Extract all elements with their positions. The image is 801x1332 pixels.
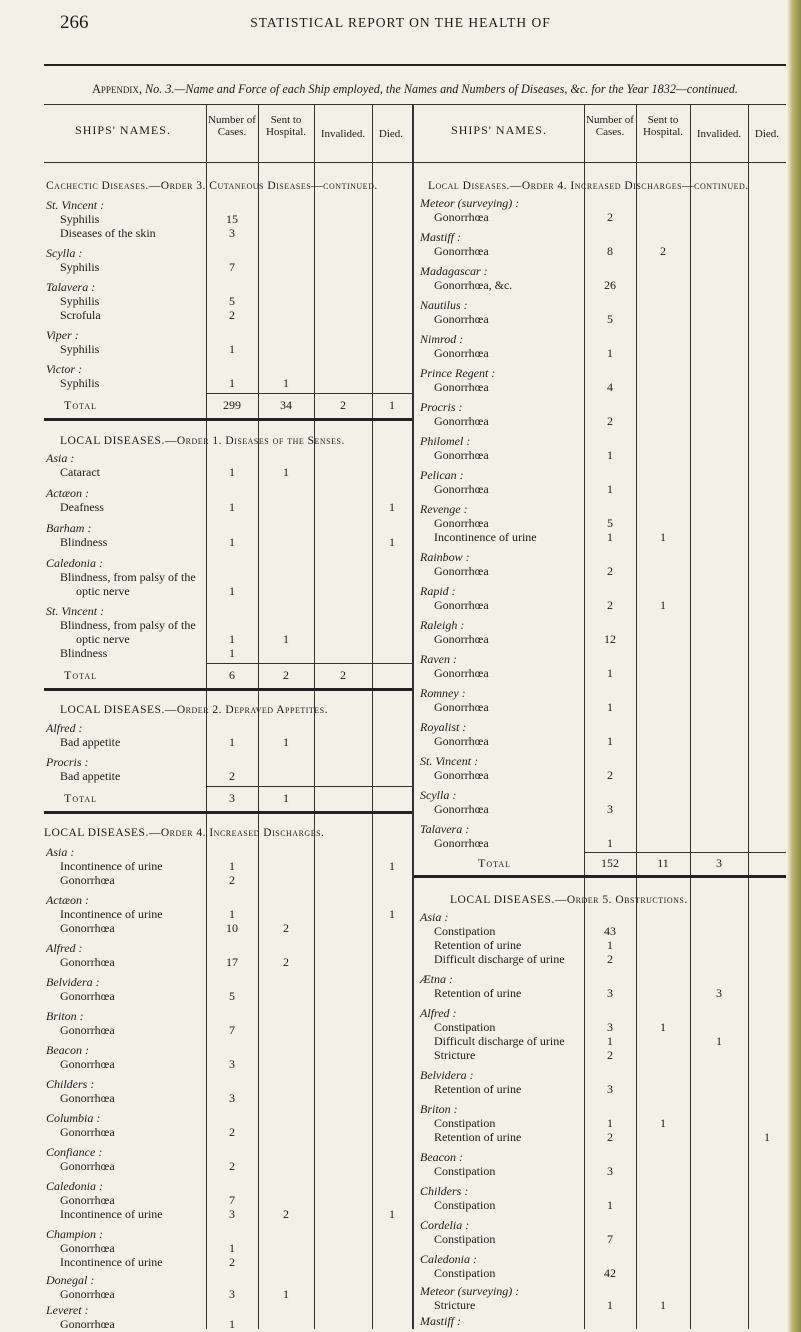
hospital-value: 1	[660, 530, 666, 544]
disease-label: Deafness	[60, 500, 104, 514]
cases-value: 3	[607, 986, 613, 1000]
died-value: 1	[389, 1207, 395, 1221]
section-end-rule	[44, 811, 412, 814]
cases-value: 2	[607, 952, 613, 966]
cases-value: 1	[607, 666, 613, 680]
disease-label: Incontinence of urine	[434, 530, 537, 544]
total-label: Total	[64, 398, 98, 412]
cases-value: 1	[607, 482, 613, 496]
disease-label: Gonorrhœa	[60, 1057, 115, 1071]
disease-label: Gonorrhœa	[434, 516, 489, 530]
hospital-value: 1	[283, 632, 289, 646]
total-invalided: 3	[716, 856, 722, 870]
ship-name: Romney :	[420, 686, 466, 700]
disease-label: Gonorrhœa	[434, 380, 489, 394]
center-divider	[412, 104, 414, 1329]
ship-name: Barham :	[46, 521, 92, 535]
cases-value: 1	[607, 530, 613, 544]
ship-name: Philomel :	[420, 434, 471, 448]
invalided-value: 3	[716, 986, 722, 1000]
disease-label: Syphilis	[60, 212, 100, 226]
ship-name: St. Vincent :	[46, 198, 105, 212]
disease-label: Gonorrhœa	[60, 1023, 115, 1037]
disease-label: Gonorrhœa	[60, 989, 115, 1003]
cases-value: 1	[229, 1241, 235, 1255]
cases-value: 2	[607, 1048, 613, 1062]
cases-value: 1	[229, 735, 235, 749]
disease-label: Gonorrhœa	[434, 210, 489, 224]
ship-name: Revenge :	[420, 502, 468, 516]
cases-value: 12	[604, 632, 616, 646]
disease-label: Gonorrhœa	[434, 598, 489, 612]
cases-value: 26	[604, 278, 616, 292]
disease-label: optic nerve	[76, 584, 130, 598]
cases-value: 1	[229, 584, 235, 598]
disease-label: Incontinence of urine	[60, 1255, 163, 1269]
ship-name: Alfred :	[420, 1006, 457, 1020]
section-heading: LOCAL DISEASES.—Order 5. Obstructions.	[450, 894, 688, 906]
cases-value: 3	[229, 226, 235, 240]
cases-value: 2	[229, 769, 235, 783]
disease-label: Blindness	[60, 535, 108, 549]
ship-name: Briton :	[46, 1009, 84, 1023]
header-rule	[44, 64, 786, 66]
ship-name: Ætna :	[420, 972, 453, 986]
cases-value: 2	[607, 210, 613, 224]
cases-value: 1	[607, 700, 613, 714]
ship-name: Belvidera :	[46, 975, 100, 989]
cases-value: 17	[226, 955, 238, 969]
ship-name: Actæon :	[46, 486, 89, 500]
total-label: Total	[64, 791, 98, 805]
total-hospital: 34	[280, 398, 292, 412]
ship-name: Victor :	[46, 362, 83, 376]
ship-name: Scylla :	[46, 246, 83, 260]
hospital-value: 2	[283, 955, 289, 969]
ship-name: Prince Regent :	[420, 366, 496, 380]
cases-value: 1	[229, 465, 235, 479]
disease-label: Gonorrhœa	[60, 921, 115, 935]
section-heading: Local Diseases.—Order 4. Increased Discharges—continued.	[428, 180, 749, 192]
disease-label: Syphilis	[60, 376, 100, 390]
hospital-value: 1	[660, 598, 666, 612]
ship-name: Mastiff :	[420, 230, 461, 244]
disease-label: Gonorrhœa	[60, 1091, 115, 1105]
cases-value: 7	[607, 1232, 613, 1246]
ship-name: Caledonia :	[46, 1179, 103, 1193]
ship-name: Rainbow :	[420, 550, 470, 564]
total-label: Total	[478, 856, 512, 870]
section-heading: Cachectic Diseases.—Order 3. Cutaneous Diseases—continued.	[46, 180, 378, 192]
right-col-rule-invalided	[690, 104, 691, 1329]
cases-value: 1	[607, 1298, 613, 1312]
left-header-invalided: Invalided.	[320, 128, 366, 140]
ship-name: Caledonia :	[46, 556, 103, 570]
ship-name: Meteor (surveying) :	[420, 1284, 520, 1298]
disease-label: Blindness	[60, 646, 108, 660]
cases-value: 1	[607, 938, 613, 952]
ship-name: Cordelia :	[420, 1218, 470, 1232]
ship-name: Asia :	[46, 845, 75, 859]
disease-label: Gonorrhœa	[60, 955, 115, 969]
hospital-value: 2	[660, 244, 666, 258]
ship-name: Champion :	[46, 1227, 103, 1241]
cases-value: 1	[229, 1317, 235, 1331]
cases-value: 3	[607, 1020, 613, 1034]
right-header-cases: Number of Cases.	[586, 114, 634, 138]
cases-value: 43	[604, 924, 616, 938]
disease-label: Gonorrhœa	[434, 312, 489, 326]
hospital-value: 1	[660, 1298, 666, 1312]
total-invalided: 2	[340, 398, 346, 412]
cases-value: 5	[607, 516, 613, 530]
died-value: 1	[389, 500, 395, 514]
cases-value: 2	[607, 1130, 613, 1144]
disease-label: Gonorrhœa, &c.	[434, 278, 513, 292]
cases-value: 1	[607, 1198, 613, 1212]
disease-label: Constipation	[434, 924, 496, 938]
died-value: 1	[389, 859, 395, 873]
cases-value: 5	[229, 294, 235, 308]
died-value: 1	[389, 907, 395, 921]
ship-name: Asia :	[46, 451, 75, 465]
cases-value: 1	[229, 632, 235, 646]
left-header-ships: SHIPS' NAMES.	[75, 123, 171, 137]
ship-name: Talavera :	[420, 822, 470, 836]
disease-label: Blindness, from palsy of the	[60, 618, 196, 632]
disease-label: Stricture	[434, 1298, 476, 1312]
hospital-value: 1	[660, 1020, 666, 1034]
ship-name: Meteor (surveying) :	[420, 196, 520, 210]
page-number: 266	[60, 12, 89, 33]
ship-name: Confiance :	[46, 1145, 103, 1159]
disease-label: Retention of urine	[434, 938, 522, 952]
hospital-value: 1	[283, 735, 289, 749]
cases-value: 3	[607, 1082, 613, 1096]
total-cases: 6	[229, 668, 235, 682]
hospital-value: 1	[283, 465, 289, 479]
ship-name: Madagascar :	[420, 264, 488, 278]
total-rule	[584, 852, 786, 853]
disease-label: Constipation	[434, 1020, 496, 1034]
disease-label: Bad appetite	[60, 769, 121, 783]
ship-name: Beacon :	[420, 1150, 463, 1164]
disease-label: Gonorrhœa	[434, 564, 489, 578]
disease-label: Gonorrhœa	[60, 1193, 115, 1207]
disease-label: Scrofula	[60, 308, 101, 322]
right-col-rule-hospital	[636, 104, 637, 1329]
disease-label: Bad appetite	[60, 735, 121, 749]
hospital-value: 2	[283, 1207, 289, 1221]
ship-name: Asia :	[420, 910, 449, 924]
ship-name: Royalist :	[420, 720, 467, 734]
cases-value: 5	[607, 312, 613, 326]
left-header-cases: Number of Cases.	[208, 114, 256, 138]
cases-value: 4	[607, 380, 613, 394]
total-label: Total	[64, 668, 98, 682]
ship-name: Leveret :	[46, 1303, 89, 1317]
disease-label: Syphilis	[60, 260, 100, 274]
hospital-value: 1	[283, 376, 289, 390]
cases-value: 1	[229, 907, 235, 921]
disease-label: Diseases of the skin	[60, 226, 156, 240]
table-top-rule	[44, 104, 786, 105]
disease-label: Gonorrhœa	[434, 836, 489, 850]
cases-value: 1	[607, 836, 613, 850]
ship-name: Briton :	[420, 1102, 458, 1116]
total-hospital: 2	[283, 668, 289, 682]
disease-label: Gonorrhœa	[434, 244, 489, 258]
right-col-rule-died	[748, 104, 749, 1329]
right-header-hospital: Sent to Hospital.	[642, 114, 684, 138]
hospital-value: 1	[283, 1287, 289, 1301]
ship-name: Actæon :	[46, 893, 89, 907]
cases-value: 10	[226, 921, 238, 935]
disease-label: Gonorrhœa	[434, 346, 489, 360]
total-invalided: 2	[340, 668, 346, 682]
cases-value: 2	[607, 414, 613, 428]
disease-label: Difficult discharge of urine	[434, 952, 565, 966]
disease-label: Constipation	[434, 1232, 496, 1246]
cases-value: 1	[229, 646, 235, 660]
disease-label: Gonorrhœa	[60, 1159, 115, 1173]
ship-name: Scylla :	[420, 788, 457, 802]
right-header-invalided: Invalided.	[696, 128, 742, 140]
disease-label: Gonorrhœa	[434, 632, 489, 646]
disease-label: Blindness, from palsy of the	[60, 570, 196, 584]
ship-name: Procris :	[46, 755, 89, 769]
total-died: 1	[389, 398, 395, 412]
cases-value: 1	[229, 342, 235, 356]
ship-name: Beacon :	[46, 1043, 89, 1057]
disease-label: Gonorrhœa	[434, 414, 489, 428]
cases-value: 3	[607, 802, 613, 816]
ship-name: Procris :	[420, 400, 463, 414]
disease-label: Constipation	[434, 1198, 496, 1212]
total-rule	[206, 393, 412, 394]
cases-value: 1	[229, 535, 235, 549]
total-hospital: 11	[657, 856, 669, 870]
disease-label: Incontinence of urine	[60, 859, 163, 873]
ship-name: Columbia :	[46, 1111, 101, 1125]
total-cases: 299	[223, 398, 241, 412]
ship-name: Childers :	[420, 1184, 469, 1198]
cases-value: 2	[229, 1125, 235, 1139]
disease-label: optic nerve	[76, 632, 130, 646]
cases-value: 2	[229, 1255, 235, 1269]
disease-label: Retention of urine	[434, 1082, 522, 1096]
cases-value: 15	[226, 212, 238, 226]
cases-value: 1	[607, 1116, 613, 1130]
cases-value: 42	[604, 1266, 616, 1280]
ship-name: Caledonia :	[420, 1252, 477, 1266]
ship-name: St. Vincent :	[420, 754, 479, 768]
cases-value: 1	[229, 376, 235, 390]
disease-label: Syphilis	[60, 342, 100, 356]
cases-value: 3	[229, 1207, 235, 1221]
cases-value: 1	[229, 859, 235, 873]
cases-value: 2	[229, 308, 235, 322]
disease-label: Incontinence of urine	[60, 907, 163, 921]
cases-value: 2	[607, 598, 613, 612]
ship-name: Raleigh :	[420, 618, 465, 632]
ship-name: Rapid :	[420, 584, 456, 598]
section-heading: LOCAL DISEASES.—Order 2. Depraved Appetites.	[60, 704, 328, 716]
disease-label: Gonorrhœa	[60, 1287, 115, 1301]
section-heading: LOCAL DISEASES.—Order 4. Increased Discharges.	[44, 827, 325, 839]
cases-value: 3	[229, 1287, 235, 1301]
disease-label: Gonorrhœa	[434, 734, 489, 748]
disease-label: Constipation	[434, 1116, 496, 1130]
ship-name: Alfred :	[46, 941, 83, 955]
table-caption: Appendix, No. 3.—Name and Force of each Ship employed, the Names and Numbers of Diseases, &c. for the Year 1832—continued.	[92, 82, 738, 96]
right-header-died: Died.	[754, 128, 780, 140]
left-header-died: Died.	[378, 128, 404, 140]
disease-label: Stricture	[434, 1048, 476, 1062]
invalided-value: 1	[716, 1034, 722, 1048]
total-rule	[206, 663, 412, 664]
disease-label: Gonorrhœa	[60, 1125, 115, 1139]
cases-value: 1	[229, 500, 235, 514]
died-value: 1	[389, 535, 395, 549]
cases-value: 1	[607, 346, 613, 360]
died-value: 1	[764, 1130, 770, 1144]
ship-name: Raven :	[420, 652, 457, 666]
cases-value: 1	[607, 734, 613, 748]
disease-label: Gonorrhœa	[434, 482, 489, 496]
disease-label: Gonorrhœa	[434, 700, 489, 714]
cases-value: 3	[229, 1091, 235, 1105]
disease-label: Cataract	[60, 465, 100, 479]
disease-label: Constipation	[434, 1266, 496, 1280]
cases-value: 2	[229, 1159, 235, 1173]
section-end-rule	[44, 688, 412, 691]
disease-label: Gonorrhœa	[60, 1317, 115, 1331]
cases-value: 8	[607, 244, 613, 258]
disease-label: Retention of urine	[434, 986, 522, 1000]
ship-name: Mastiff :	[420, 1314, 461, 1328]
cases-value: 2	[229, 873, 235, 887]
cases-value: 5	[229, 989, 235, 1003]
right-header-ships: SHIPS' NAMES.	[451, 123, 547, 137]
table-header-bottom-rule	[44, 162, 786, 163]
total-cases: 3	[229, 791, 235, 805]
ship-name: Pelican :	[420, 468, 464, 482]
disease-label: Gonorrhœa	[60, 1241, 115, 1255]
left-header-hospital: Sent to Hospital.	[265, 114, 307, 138]
cases-value: 1	[607, 448, 613, 462]
page-edge-shadow	[787, 0, 801, 1332]
ship-name: Nautilus :	[420, 298, 468, 312]
hospital-value: 2	[283, 921, 289, 935]
cases-value: 3	[607, 1164, 613, 1178]
disease-label: Incontinence of urine	[60, 1207, 163, 1221]
ship-name: St. Vincent :	[46, 604, 105, 618]
disease-label: Gonorrhœa	[60, 873, 115, 887]
ship-name: Childers :	[46, 1077, 95, 1091]
ship-name: Donegal :	[46, 1273, 95, 1287]
section-end-rule	[414, 875, 786, 878]
cases-value: 7	[229, 1193, 235, 1207]
disease-label: Difficult discharge of urine	[434, 1034, 565, 1048]
ship-name: Talavera :	[46, 280, 96, 294]
total-hospital: 1	[283, 791, 289, 805]
disease-label: Gonorrhœa	[434, 802, 489, 816]
hospital-value: 1	[660, 1116, 666, 1130]
cases-value: 3	[229, 1057, 235, 1071]
ship-name: Alfred :	[46, 721, 83, 735]
cases-value: 1	[607, 1034, 613, 1048]
cases-value: 2	[607, 768, 613, 782]
ship-name: Belvidera :	[420, 1068, 474, 1082]
disease-label: Gonorrhœa	[434, 666, 489, 680]
cases-value: 2	[607, 564, 613, 578]
disease-label: Constipation	[434, 1164, 496, 1178]
ship-name: Nimrod :	[420, 332, 464, 346]
cases-value: 7	[229, 1023, 235, 1037]
disease-label: Gonorrhœa	[434, 768, 489, 782]
section-heading: LOCAL DISEASES.—Order 1. Diseases of the Senses.	[60, 435, 345, 447]
disease-label: Gonorrhœa	[434, 448, 489, 462]
section-end-rule	[44, 418, 412, 421]
disease-label: Retention of urine	[434, 1130, 522, 1144]
left-col-rule-died	[372, 104, 373, 1329]
total-rule	[206, 786, 412, 787]
cases-value: 7	[229, 260, 235, 274]
ship-name: Viper :	[46, 328, 79, 342]
disease-label: Syphilis	[60, 294, 100, 308]
running-head: STATISTICAL REPORT ON THE HEALTH OF	[250, 15, 551, 30]
total-cases: 152	[601, 856, 619, 870]
